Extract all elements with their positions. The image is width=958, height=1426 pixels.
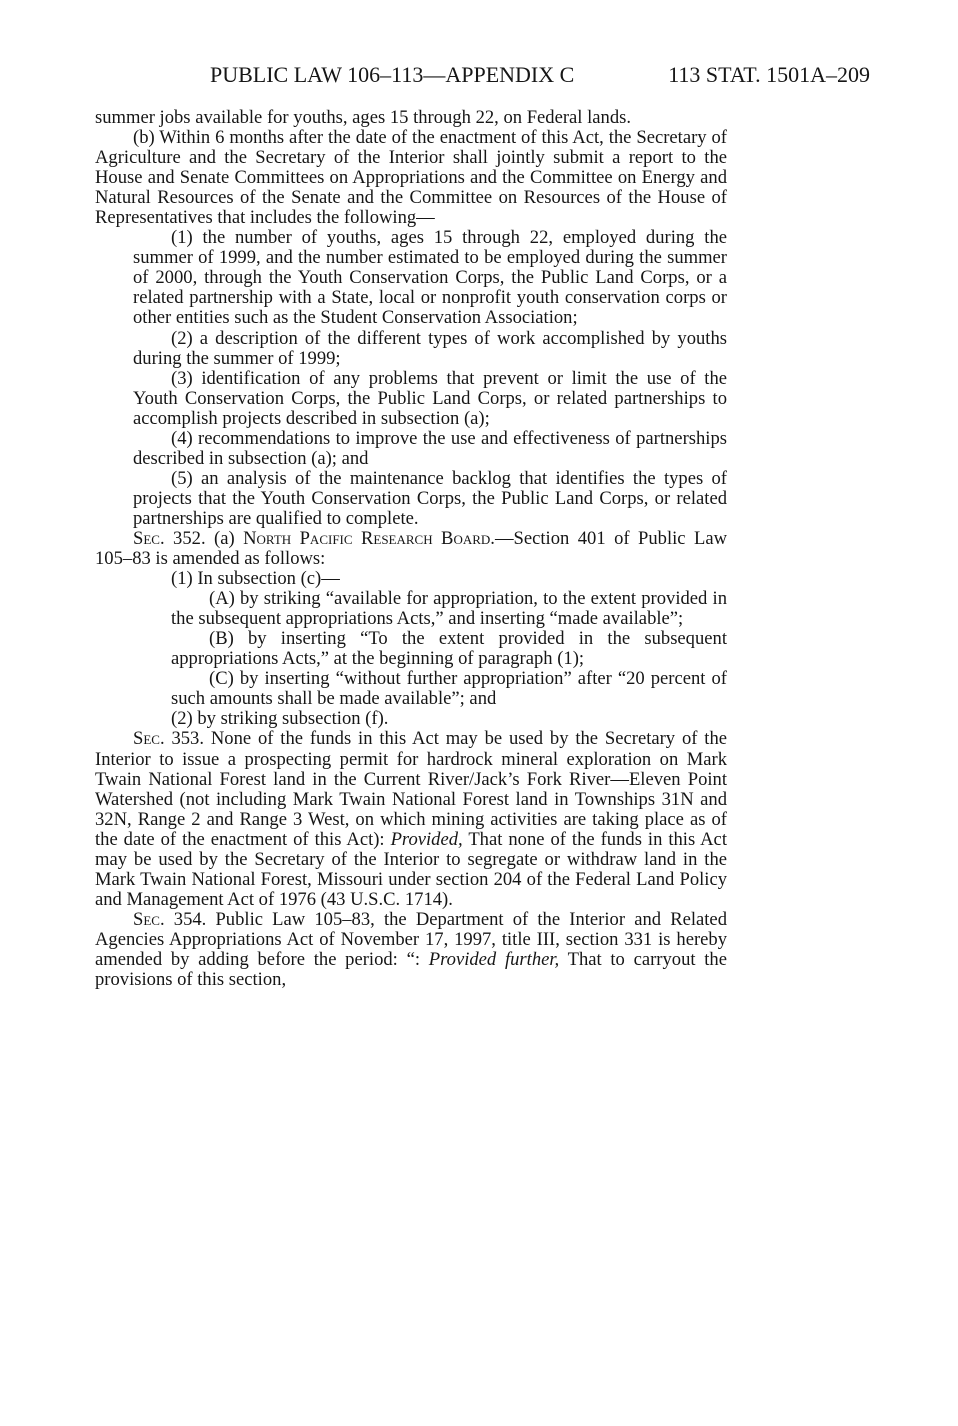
proviso-italic: Provided further, (428, 948, 560, 970)
paragraph-subsection-b: (b) Within 6 months after the date of the enactment of this Act, the Secretary of Agriculture and the Secretary of the Interior shall jointly submit a report to the House and Senate Committees on Appropriations and the Committee on Energy and Natural Resources of the Senate and the Committee on Resources of the House of Representatives that includes the following— (95, 127, 727, 229)
section-text-continued: That none of the funds in this Act may be used by the Secretary of the Interior to segregate or withdraw land in the Mark Twain National Forest, Missouri under section 204 of the Federal Land Policy and Management Act of 1976 (43 U.S.C. 1714). (95, 828, 727, 910)
section-label: Sec. (133, 527, 165, 549)
list-item-352-1-A: (A) by striking “available for appropriation, to the extent provided in the subsequent appropriations Acts,” and inserting “made available”; (171, 588, 727, 630)
list-item-3: (3) identification of any problems that prevent or limit the use of the Youth Conservation Corps, the Public Land Corps, or related partnerships to accomplish projects described in subsection (a); (133, 367, 727, 429)
list-item-352-1: (1) In subsection (c)— (171, 568, 340, 590)
proviso-italic: Provided, (390, 828, 463, 850)
section-number: 352. (a) (164, 527, 244, 549)
section-354 (95, 910, 727, 990)
header-stat-citation: 113 STAT. 1501A–209 (668, 62, 870, 87)
list-item-1: (1) the number of youths, ages 15 through 22, employed during the summer of 1999, and the number estimated to be employed during the summer of 2000, through the Youth Conservation Corps, the Public Land Corps, or a related partnership with a State, local or nonprofit youth conservation corps or other entities such as the Student Conservation Association; (133, 227, 727, 329)
list-item-352-1-C: (C) by inserting “without further appropriation” after “20 percent of such amounts shall be made available”; and (171, 668, 727, 710)
section-text: 354. Public Law 105–83, the Department of the Interior and Related Agencies Appropriations Act of November 17, 1997, title III, section 331 is hereby amended by adding before the period: “: (95, 908, 727, 970)
section-label: Sec. (133, 728, 165, 750)
section-text: .—Section 401 of Public Law 105–83 is amended as follows: (95, 527, 728, 570)
section-label: Sec. (133, 908, 165, 930)
header-law-title: PUBLIC LAW 106–113—APPENDIX C (210, 62, 575, 87)
section-heading: North Pacific Research Board (243, 527, 491, 549)
list-item-352-2: (2) by striking subsection (f). (171, 708, 389, 730)
section-text-continued: That to carryout the provisions of this section, (95, 948, 727, 991)
list-item-5: (5) an analysis of the maintenance backlog that identifies the types of projects that the Youth Conservation Corps, the Public Land Corps, or related partnerships are qualified to complete. (133, 467, 727, 529)
section-353 (95, 729, 727, 909)
running-header (210, 60, 870, 90)
paragraph-continuation: summer jobs available for youths, ages 15 through 22, on Federal lands. (95, 107, 632, 128)
list-item-4: (4) recommendations to improve the use and effectiveness of partnerships described in subsection (a); and (133, 427, 727, 469)
document-body (95, 108, 727, 990)
list-item-2: (2) a description of the different types of work accomplished by youths during the summer of 1999; (133, 327, 727, 369)
section-text: 353. None of the funds in this Act may be used by the Secretary of the Interior to issue a prospecting permit for hardrock mineral exploration on Mark Twain National Forest land in the Current River/Jack’s Fork River—Eleven Point Watershed (not including Mark Twain National Forest land in Townships 31N and 32N, Range 2 and Range 3 West, on which mining activities are taking place as of the date of the enactment of this Act): (95, 728, 727, 850)
list-item-352-1-B: (B) by inserting “To the extent provided in the subsequent appropriations Acts,” at the beginning of paragraph (1); (171, 628, 727, 670)
section-352 (95, 529, 727, 569)
